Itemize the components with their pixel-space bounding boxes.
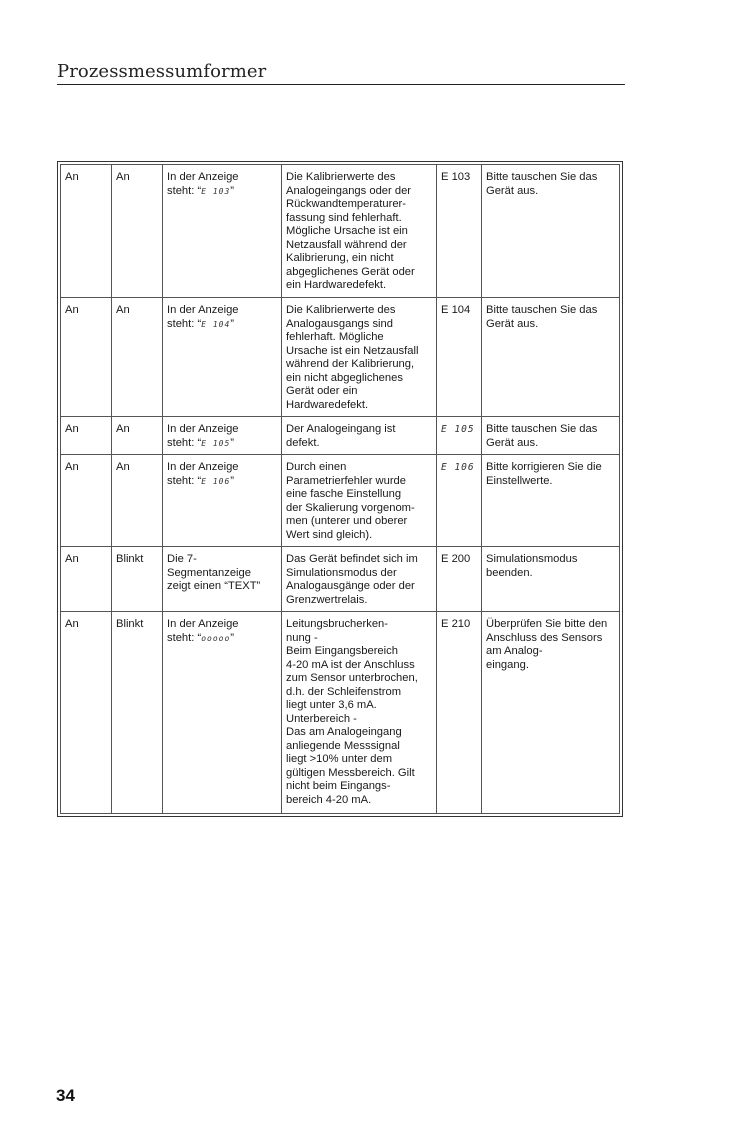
cell-led1 bbox=[61, 612, 112, 814]
cause-line: gültigen Messbereich. Gilt bbox=[286, 766, 415, 779]
cause-line: Durch einen bbox=[286, 461, 347, 473]
remedy-line: Bitte tauschen Sie das bbox=[486, 423, 598, 435]
remedy-line: beenden. bbox=[486, 566, 533, 579]
cell-led2 bbox=[112, 298, 163, 417]
cell-led2 bbox=[112, 417, 163, 455]
error-code: E 104 bbox=[441, 304, 471, 316]
cell-cause bbox=[282, 417, 437, 455]
led1-state: An bbox=[65, 171, 79, 183]
cause-line: Mögliche Ursache ist ein bbox=[286, 225, 408, 237]
table-row bbox=[61, 298, 620, 417]
readout-suffix: ” bbox=[230, 436, 235, 449]
display-readout-line bbox=[167, 437, 277, 451]
remedy-line: Bitte tauschen Sie das bbox=[486, 171, 598, 183]
error-code: E 103 bbox=[441, 171, 471, 183]
readout-prefix: steht: “ bbox=[167, 317, 202, 330]
cause-line: liegt >10% unter dem bbox=[286, 753, 393, 765]
cell-cause bbox=[282, 612, 437, 814]
cause-line: der Skalierung vorgenom- bbox=[286, 501, 415, 514]
segment-display-code: E 106 bbox=[201, 476, 231, 486]
cell-led1 bbox=[61, 547, 112, 612]
error-code: E 200 bbox=[441, 553, 471, 565]
display-readout-line bbox=[167, 185, 277, 199]
error-table-frame bbox=[57, 161, 623, 817]
cause-line: Das Gerät befindet sich im bbox=[286, 553, 418, 565]
error-code: E 105 bbox=[441, 424, 475, 435]
error-code: E 106 bbox=[441, 462, 475, 473]
led1-state: An bbox=[65, 553, 79, 565]
cause-line: d.h. der Schleifenstrom bbox=[286, 685, 402, 698]
cell-remedy bbox=[482, 298, 620, 417]
cell-cause bbox=[282, 298, 437, 417]
table-row bbox=[61, 455, 620, 547]
remedy-line: Überprüfen Sie bitte den bbox=[486, 618, 608, 630]
led1-state: An bbox=[65, 304, 79, 316]
led1-state: An bbox=[65, 461, 79, 473]
cause-line: Gerät oder ein bbox=[286, 385, 358, 397]
cause-line: liegt unter 3,6 mA. bbox=[286, 699, 377, 711]
remedy-line: Simulationsmodus bbox=[486, 553, 578, 565]
cause-line: Beim Eingangsbereich bbox=[286, 645, 398, 657]
readout-suffix: ” bbox=[230, 631, 235, 644]
segment-display-code: E 105 bbox=[201, 438, 231, 448]
page-number: 34 bbox=[56, 1086, 75, 1105]
led1-state: An bbox=[65, 423, 79, 435]
cell-display-condition bbox=[163, 455, 282, 547]
led2-state: Blinkt bbox=[116, 618, 144, 630]
cell-error-code bbox=[437, 547, 482, 612]
cell-error-code bbox=[437, 165, 482, 298]
cell-led1 bbox=[61, 298, 112, 417]
cause-line: Leitungsbrucherken- bbox=[286, 618, 388, 630]
cell-led1 bbox=[61, 417, 112, 455]
cell-error-code bbox=[437, 298, 482, 417]
header-rule bbox=[57, 84, 625, 85]
remedy-line: Gerät aus. bbox=[486, 436, 539, 449]
remedy-line: Bitte korrigieren Sie die bbox=[486, 461, 602, 473]
cell-error-code bbox=[437, 612, 482, 814]
condition-line: Segmentanzeige bbox=[167, 566, 251, 579]
led2-state: An bbox=[116, 171, 130, 183]
cell-display-condition bbox=[163, 165, 282, 298]
display-readout-line bbox=[167, 318, 277, 332]
condition-line: In der Anzeige bbox=[167, 423, 239, 435]
cell-remedy bbox=[482, 417, 620, 455]
cell-remedy bbox=[482, 455, 620, 547]
remedy-line: Bitte tauschen Sie das bbox=[486, 304, 598, 316]
cause-line: nung - bbox=[286, 631, 318, 644]
cause-line: Kalibrierung, ein nicht bbox=[286, 252, 394, 264]
cell-remedy bbox=[482, 547, 620, 612]
condition-line: In der Anzeige bbox=[167, 618, 239, 630]
error-table bbox=[60, 164, 620, 814]
cause-line: Netzausfall während der bbox=[286, 238, 407, 251]
condition-line: In der Anzeige bbox=[167, 461, 239, 473]
condition-line: In der Anzeige bbox=[167, 171, 239, 183]
display-readout-line bbox=[167, 632, 277, 646]
readout-suffix: ” bbox=[230, 317, 235, 330]
cause-line: nicht beim Eingangs- bbox=[286, 780, 391, 792]
cause-line: anliegende Messsignal bbox=[286, 739, 400, 752]
cause-line: Analogausgänge oder der bbox=[286, 580, 415, 592]
cause-line: Der Analogeingang ist bbox=[286, 423, 396, 435]
table-row bbox=[61, 612, 620, 814]
cell-remedy bbox=[482, 165, 620, 298]
led2-state: An bbox=[116, 304, 130, 316]
cell-led2 bbox=[112, 547, 163, 612]
cause-line: Die Kalibrierwerte des bbox=[286, 171, 396, 183]
cause-line: Ursache ist ein Netzausfall bbox=[286, 344, 419, 357]
cause-line: ein nicht abgeglichenes bbox=[286, 371, 403, 384]
cell-display-condition bbox=[163, 298, 282, 417]
cause-line: Rückwandtemperaturer- bbox=[286, 198, 407, 210]
cause-line: Wert sind gleich). bbox=[286, 528, 373, 541]
cause-line: ein Hardwaredefekt. bbox=[286, 279, 387, 291]
cause-line: Die Kalibrierwerte des bbox=[286, 304, 396, 316]
cause-line: Das am Analogeingang bbox=[286, 726, 402, 738]
condition-line: Die 7- bbox=[167, 553, 197, 565]
segment-display-code: E 103 bbox=[201, 186, 231, 196]
readout-prefix: steht: “ bbox=[167, 184, 202, 197]
remedy-line: eingang. bbox=[486, 658, 529, 671]
cell-error-code bbox=[437, 417, 482, 455]
cell-led2 bbox=[112, 455, 163, 547]
cell-display-condition bbox=[163, 417, 282, 455]
cause-line: Analogausgangs sind bbox=[286, 317, 393, 330]
remedy-line: Gerät aus. bbox=[486, 317, 539, 330]
table-row bbox=[61, 165, 620, 298]
cell-led1 bbox=[61, 455, 112, 547]
readout-suffix: ” bbox=[230, 474, 235, 487]
led1-state: An bbox=[65, 618, 79, 630]
remedy-line: Einstellwerte. bbox=[486, 474, 553, 487]
cell-cause bbox=[282, 165, 437, 298]
cause-line: Unterbereich - bbox=[286, 712, 357, 725]
segment-display-code: E 104 bbox=[201, 319, 231, 329]
cause-line: Grenzwertrelais. bbox=[286, 593, 368, 606]
page-title: Prozessmessumformer bbox=[57, 61, 267, 82]
error-table-body bbox=[61, 165, 620, 814]
cause-line: Parametrierfehler wurde bbox=[286, 474, 407, 487]
cause-line: zum Sensor unterbrochen, bbox=[286, 672, 418, 684]
led2-state: An bbox=[116, 423, 130, 435]
readout-prefix: steht: “ bbox=[167, 474, 202, 487]
remedy-line: am Analog- bbox=[486, 645, 543, 657]
readout-prefix: steht: “ bbox=[167, 631, 202, 644]
remedy-line: Anschluss des Sensors bbox=[486, 631, 603, 644]
cause-line: während der Kalibrierung, bbox=[286, 358, 415, 370]
cause-line: fassung sind fehlerhaft. bbox=[286, 211, 402, 224]
readout-suffix: ” bbox=[230, 184, 235, 197]
cell-cause bbox=[282, 455, 437, 547]
cause-line: 4-20 mA ist der Anschluss bbox=[286, 658, 415, 671]
condition-line: In der Anzeige bbox=[167, 304, 239, 316]
cell-display-condition bbox=[163, 547, 282, 612]
cause-line: fehlerhaft. Mögliche bbox=[286, 331, 384, 343]
cause-line: abgeglichenes Gerät oder bbox=[286, 265, 415, 278]
cell-led2 bbox=[112, 165, 163, 298]
cell-led2 bbox=[112, 612, 163, 814]
display-readout-line bbox=[167, 475, 277, 489]
cell-led1 bbox=[61, 165, 112, 298]
led2-state: An bbox=[116, 461, 130, 473]
cause-line: men (unterer und oberer bbox=[286, 515, 408, 527]
cell-error-code bbox=[437, 455, 482, 547]
cause-line: eine fasche Einstellung bbox=[286, 488, 402, 500]
readout-prefix: steht: “ bbox=[167, 436, 202, 449]
segment-display-code: ooooo bbox=[201, 633, 231, 643]
cause-line: Simulationsmodus der bbox=[286, 566, 397, 579]
table-row bbox=[61, 417, 620, 455]
cause-line: defekt. bbox=[286, 436, 320, 449]
cell-display-condition bbox=[163, 612, 282, 814]
cause-line: bereich 4-20 mA. bbox=[286, 793, 372, 806]
cause-line: Analogeingangs oder der bbox=[286, 184, 412, 197]
led2-state: Blinkt bbox=[116, 553, 144, 565]
table-row bbox=[61, 547, 620, 612]
cell-cause bbox=[282, 547, 437, 612]
cause-line: Hardwaredefekt. bbox=[286, 398, 369, 411]
remedy-line: Gerät aus. bbox=[486, 184, 539, 197]
condition-line: zeigt einen “TEXT” bbox=[167, 580, 261, 592]
cell-remedy bbox=[482, 612, 620, 814]
error-code: E 210 bbox=[441, 618, 471, 630]
